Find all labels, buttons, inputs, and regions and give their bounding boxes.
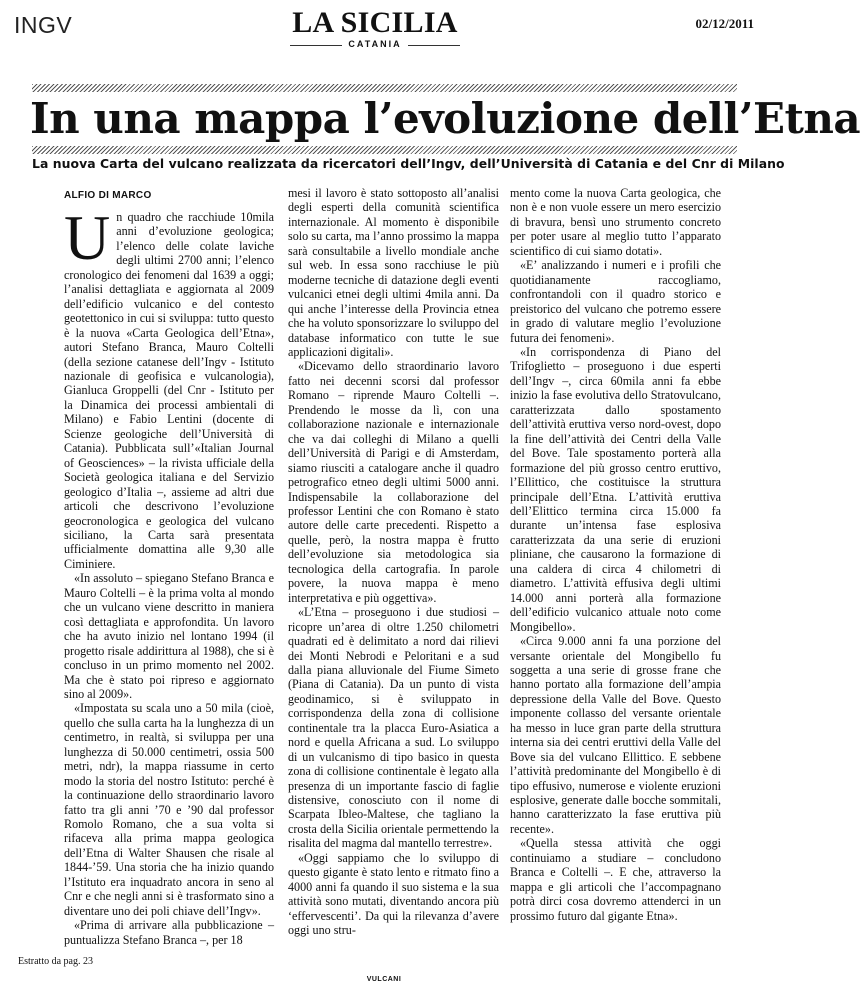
paragraph: mesi il lavoro è stato sottoposto all’analisi degli esperti della comunità scientifica internazionale. Al momento è disponibile solo su carta, ma l’anno prossimo la mappa sarà consultabile a livello mondiale anche sul web. In essa sono racchiuse le più moderne tecniche di datazione degli eventi vulcanici etnei degli ultimi 4mila anni. Da qui anche l’interesse della Provincia etnea che ha voluto sponsorizzare lo sviluppo del database informatico con tutte le sue applicazioni digitali». <box>288 186 499 359</box>
paragraph: «Quella stessa attività che oggi continuiamo a studiare – concludono Branca e Coltelli –. E che, attraverso la mappa e gli articoli che l’accompagnano potrà dirci cosa dovremo attenderci in un prossimo futuro dal gigante Etna». <box>510 836 721 923</box>
subheadline: La nuova Carta del vulcano realizzata da ricercatori dell’Ingv, dell’Università di Catania e del Cnr di Milano <box>32 156 785 171</box>
edition-label: CATANIA <box>270 39 480 49</box>
paragraph: «Impostata su scala uno a 50 mila (cioè, quello che sulla carta ha la lunghezza di un centimetro, in realtà, si sviluppa per una lunghezza di 50.000 centimetri, ossia 500 metri, ndr), la mappa riassume in certo modo la storia del nostro Istituto: perché è la continuazione dello straordinario lavoro fatto tra gli anni ’70 e ’90 dal professor Romolo Romano, che a sua volta si rifaceva alla prima mappa geologica dell’Etna di Walter Shausen che risale al 1844-’59. Una storia che ha inizio quando l’Istituto era inquadrato ancora in seno al Cnr e che negli anni si è trasformato sino a diventare uno dei poli chiave dell’Ingv». <box>64 701 274 918</box>
article-column-3 <box>510 186 721 923</box>
issue-date: 02/12/2011 <box>695 16 754 31</box>
paragraph: «L’Etna – proseguono i due studiosi – ricopre un’area di oltre 1.250 chilometri quadrati ed è delimitato a nord dai rilievi dei Monti Nebrodi e Peloritani e a sud dalla piana alluvionale del Fiume Simeto (Piana di Catania). Da un punto di vista geodinamico, si è sviluppato in corrispondenza della zona di collisione continentale tra la placca Euro-Asiatica a nord e quella Africana a sud. Lo sviluppo di un vulcanismo di tipo basico in questa zona di collisione continentale è legato alla presenza di un importante fascio di faglie distensive, conosciuto con il nome di Scarpata Ibleo-Maltese, che tagliano la crosta della Sicilia orientale permettendo la risalita del magma dal mantello terrestre». <box>288 605 499 851</box>
paragraph: «E’ analizzando i numeri e i profili che quotidianamente raccogliamo, confrontandoli con il quadro storico e preistorico del vulcano che potremo essere in grado di valutare meglio l’evoluzione futura dei fenomeni». <box>510 258 721 345</box>
newspaper-name: LA SICILIA <box>292 6 458 39</box>
paragraph: «Oggi sappiamo che lo sviluppo di questo gigante è stato lento e ritmato fino a 4000 anni fa quando il suo sistema e la sua attività sono mutati, diventando ancora più ‘effervescenti’. Da qui la rilevanza d’avere oggi uno stru- <box>288 850 499 938</box>
article-column-1 <box>64 190 274 947</box>
extract-note: Estratto da pag. 23 <box>18 956 93 967</box>
source-tag: INGV <box>14 12 73 38</box>
masthead <box>270 8 480 49</box>
paragraph: «Prima di arrivare alla pubblicazione – puntualizza Stefano Branca –, per 18 <box>64 918 274 947</box>
article-column-2 <box>288 186 499 938</box>
top-hatch-divider <box>32 84 737 92</box>
paragraph: mento come la nuova Carta geologica, che non è e non vuole essere un mero esercizio di bravura, bensì uno strumento concreto per poter usare al meglio tutto l’apparato scientifico di cui siamo dotati». <box>510 186 721 258</box>
mid-hatch-divider <box>32 146 737 154</box>
drop-cap: U <box>64 202 111 273</box>
section-label: VULCANI <box>366 976 402 983</box>
byline: ALFIO DI MARCO <box>64 190 152 201</box>
paragraph: «Circa 9.000 anni fa una porzione del versante orientale del Mongibello fu soggetta a una serie di grosse frane che hanno portato alla formazione dell’ampia depressione della Valle del Bove. Questo imponente collasso del versante orientale ha messo in luce gran parte della struttura interna sia dei centri eruttivi della Valle del Bove sia del vulcano Ellittico. E sebbene l’attività predominante del Mongibello è di tipo effusivo, numerose e violente eruzioni esplosive, generate dalle bocche sommitali, hanno caratterizzato la fase eruttiva più recente». <box>510 634 721 836</box>
paragraph: Un quadro che racchiude 10mila anni d’evoluzione geologica; l’elenco delle colate laviche degli ultimi 2700 anni; l’elenco cronologico dei fenomeni dal 1639 a oggi; l’analisi dettagliata e aggiornata al 2009 dell’edificio vulcanico e del contesto geotettonico in cui si sviluppa: tutto questo è la nuova «Carta Geologica dell’Etna», autori Stefano Branca, Mauro Coltelli (della sezione catanese dell’Ingv - Istituto nazionale di geofisica e vulcanologia), Gianluca Groppelli (del Cnr - Istituto per la Dinamica dei processi ambientali di Milano) e Fabio Lentini (docente di Scienze geologiche dell’Università di Catania). Pubblicata sull’«Italian Journal of Geosciences» – la rivista ufficiale della Società geologica italiana e del Servizio geologico d’Italia –, assieme ad altri due articoli che descrivono l’evoluzione geocronologica e geologica del vulcano siciliano, la Carta sarà presentata ufficialmente domattina alle 9,30 alle Ciminiere. <box>64 202 274 571</box>
paragraph: «In assoluto – spiegano Stefano Branca e Mauro Coltelli – è la prima volta al mondo che un vulcano viene descritto in maniera così dettagliata e approfondita. Un lavoro che ha avuto inizio nel lontano 1994 (il progetto risale addirittura al 1988), che si è concluso in un primo momento nel 2002. Ma che è stato poi ripreso e aggiornato sino al 2009». <box>64 571 274 701</box>
paragraph: «Dicevamo dello straordinario lavoro fatto nei decenni scorsi dal professor Romano – riprende Mauro Coltelli –. Prendendo le mosse da lì, con una collaborazione nazionale e internazionale che va dai colleghi di Milano a quelli dell’Università di Parigi e di Amsterdam, siamo riusciti a catalogare anche il quadro petrografico etneo degli ultimi 5000 anni. Indispensabile la collaborazione del professor Lentini che con Romano è stato autore delle carte precedenti. Rispetto a quelle, però, la nostra mappa è frutto dell’evoluzione sia metodologica sia tecnologica della cartografia. In parole povere, la nuova mappa è meno interpretativa e più oggettiva». <box>288 359 499 605</box>
headline: In una mappa l’evoluzione dell’Etna <box>30 94 860 143</box>
paragraph: «In corrispondenza di Piano del Trifoglietto – proseguono i due esperti dell’Ingv –, circa 60mila anni fa ebbe inizio la fase evolutiva dello Stratovulcano, caratterizzata dallo spostamento dell’attività eruttiva verso nord-ovest, dopo la fine dell’attività dei Centri della Valle del Bove. Tale spostamento porterà alla formazione del più grosso centro eruttivo, l’Ellittico, che costituisce la struttura principale dell’Etna. L’attività eruttiva dell’Elittico termina circa 15.000 fa durante un’intensa fase esplosiva caratterizzata da una serie di eruzioni pliniane, che causarono la formazione di una caldera di circa 4 chilometri di diametro. L’attività effusiva degli ultimi 14.000 anni porterà alla formazione dell’edificio vulcanico attuale noto come Mongibello». <box>510 344 721 634</box>
